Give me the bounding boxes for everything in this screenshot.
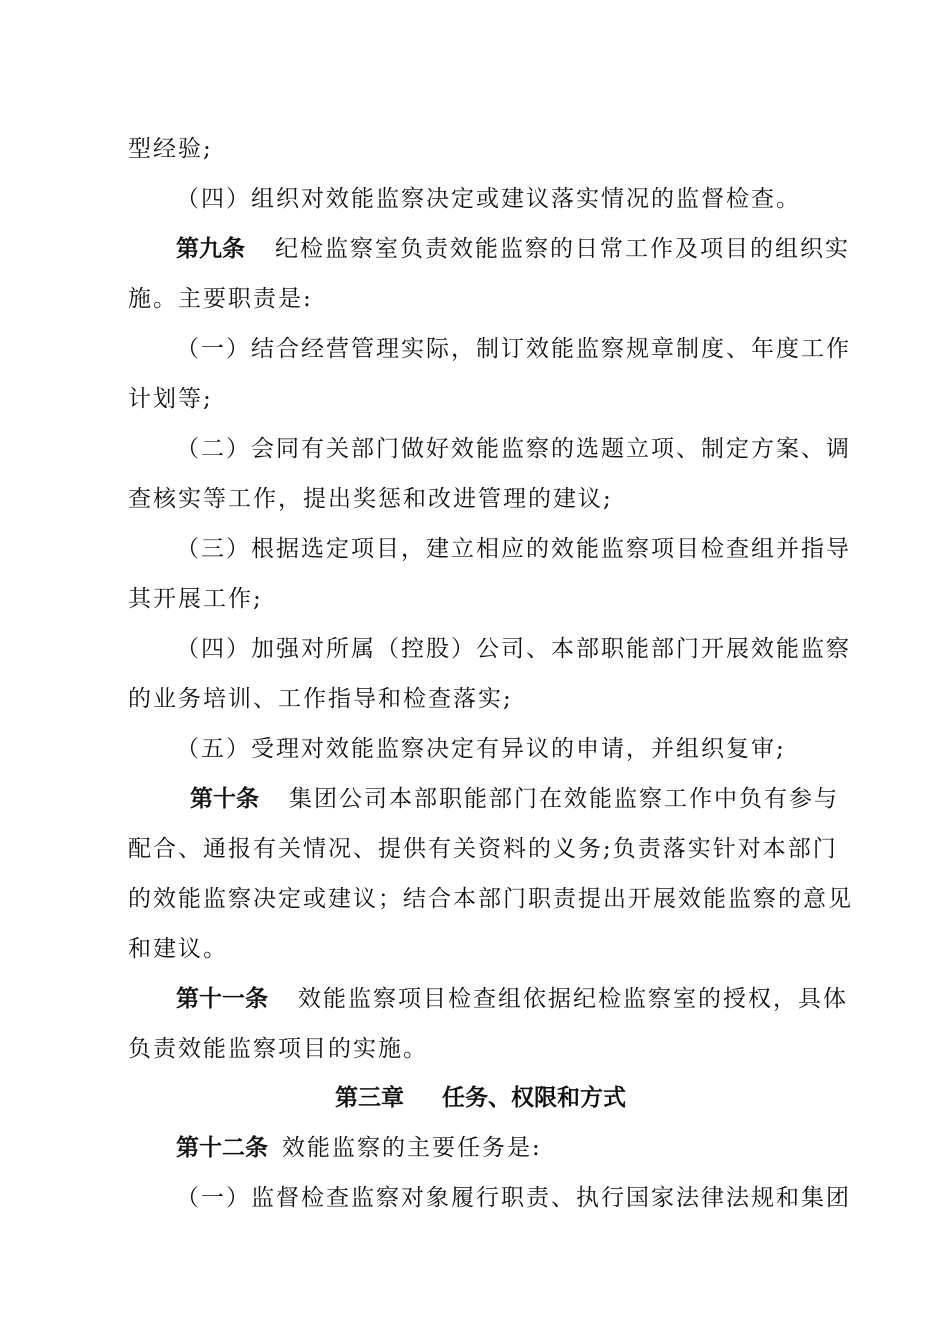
paragraph-line: 计划等;: [128, 386, 213, 412]
article-label: 第九条: [176, 236, 245, 262]
paragraph-line: 型经验;: [128, 136, 213, 162]
paragraph-text: 效能监察的主要任务是:: [282, 1135, 542, 1161]
paragraph-line: （一）监督检查监察对象履行职责、执行国家法律法规和集团: [176, 1185, 851, 1211]
paragraph-line: （一）结合经营管理实际，制订效能监察规章制度、年度工作: [176, 336, 851, 362]
paragraph-line: 配合、通报有关情况、提供有关资料的义务;负责落实针对本部门: [128, 836, 838, 862]
paragraph-line: 负责效能监察项目的实施。: [128, 1036, 428, 1062]
paragraph-line: 的效能监察决定或建议；结合本部门职责提出开展效能监察的意见: [128, 886, 853, 912]
paragraph-text: 集团公司本部职能部门在效能监察工作中负有参与: [289, 786, 839, 812]
article-9-line: [176, 234, 850, 264]
paragraph-line: （四）加强对所属（控股）公司、本部职能部门开展效能监察: [176, 636, 851, 662]
paragraph-line: （四）组织对效能监察决定或建议落实情况的监督检查。: [176, 186, 801, 212]
article-label: 第十二条: [176, 1135, 268, 1161]
article-label: 第十条: [190, 786, 259, 812]
paragraph-line: 施。主要职责是:: [128, 286, 313, 312]
article-10-line: [190, 784, 839, 814]
paragraph-line: （五）受理对效能监察决定有异议的申请，并组织复审;: [176, 736, 786, 762]
paragraph-line: （三）根据选定项目，建立相应的效能监察项目检查组并指导: [176, 536, 851, 562]
chapter-number: 第三章: [335, 1085, 404, 1111]
paragraph-line: 其开展工作;: [128, 586, 263, 612]
paragraph-line: 和建议。: [128, 936, 228, 962]
article-12-line: [176, 1133, 833, 1163]
chapter-heading: [128, 1083, 833, 1113]
article-11-line: [176, 984, 848, 1014]
paragraph-line: （二）会同有关部门做好效能监察的选题立项、制定方案、调: [176, 436, 851, 462]
paragraph-line: 查核实等工作，提出奖惩和改进管理的建议;: [128, 486, 613, 512]
chapter-title: 任务、权限和方式: [442, 1085, 626, 1111]
paragraph-text: 效能监察项目检查组依据纪检监察室的授权，具体: [298, 986, 848, 1012]
paragraph-line: 的业务培训、工作指导和检查落实;: [128, 686, 513, 712]
paragraph-text: 纪检监察室负责效能监察的日常工作及项目的组织实: [275, 236, 850, 262]
article-label: 第十一条: [176, 986, 268, 1012]
